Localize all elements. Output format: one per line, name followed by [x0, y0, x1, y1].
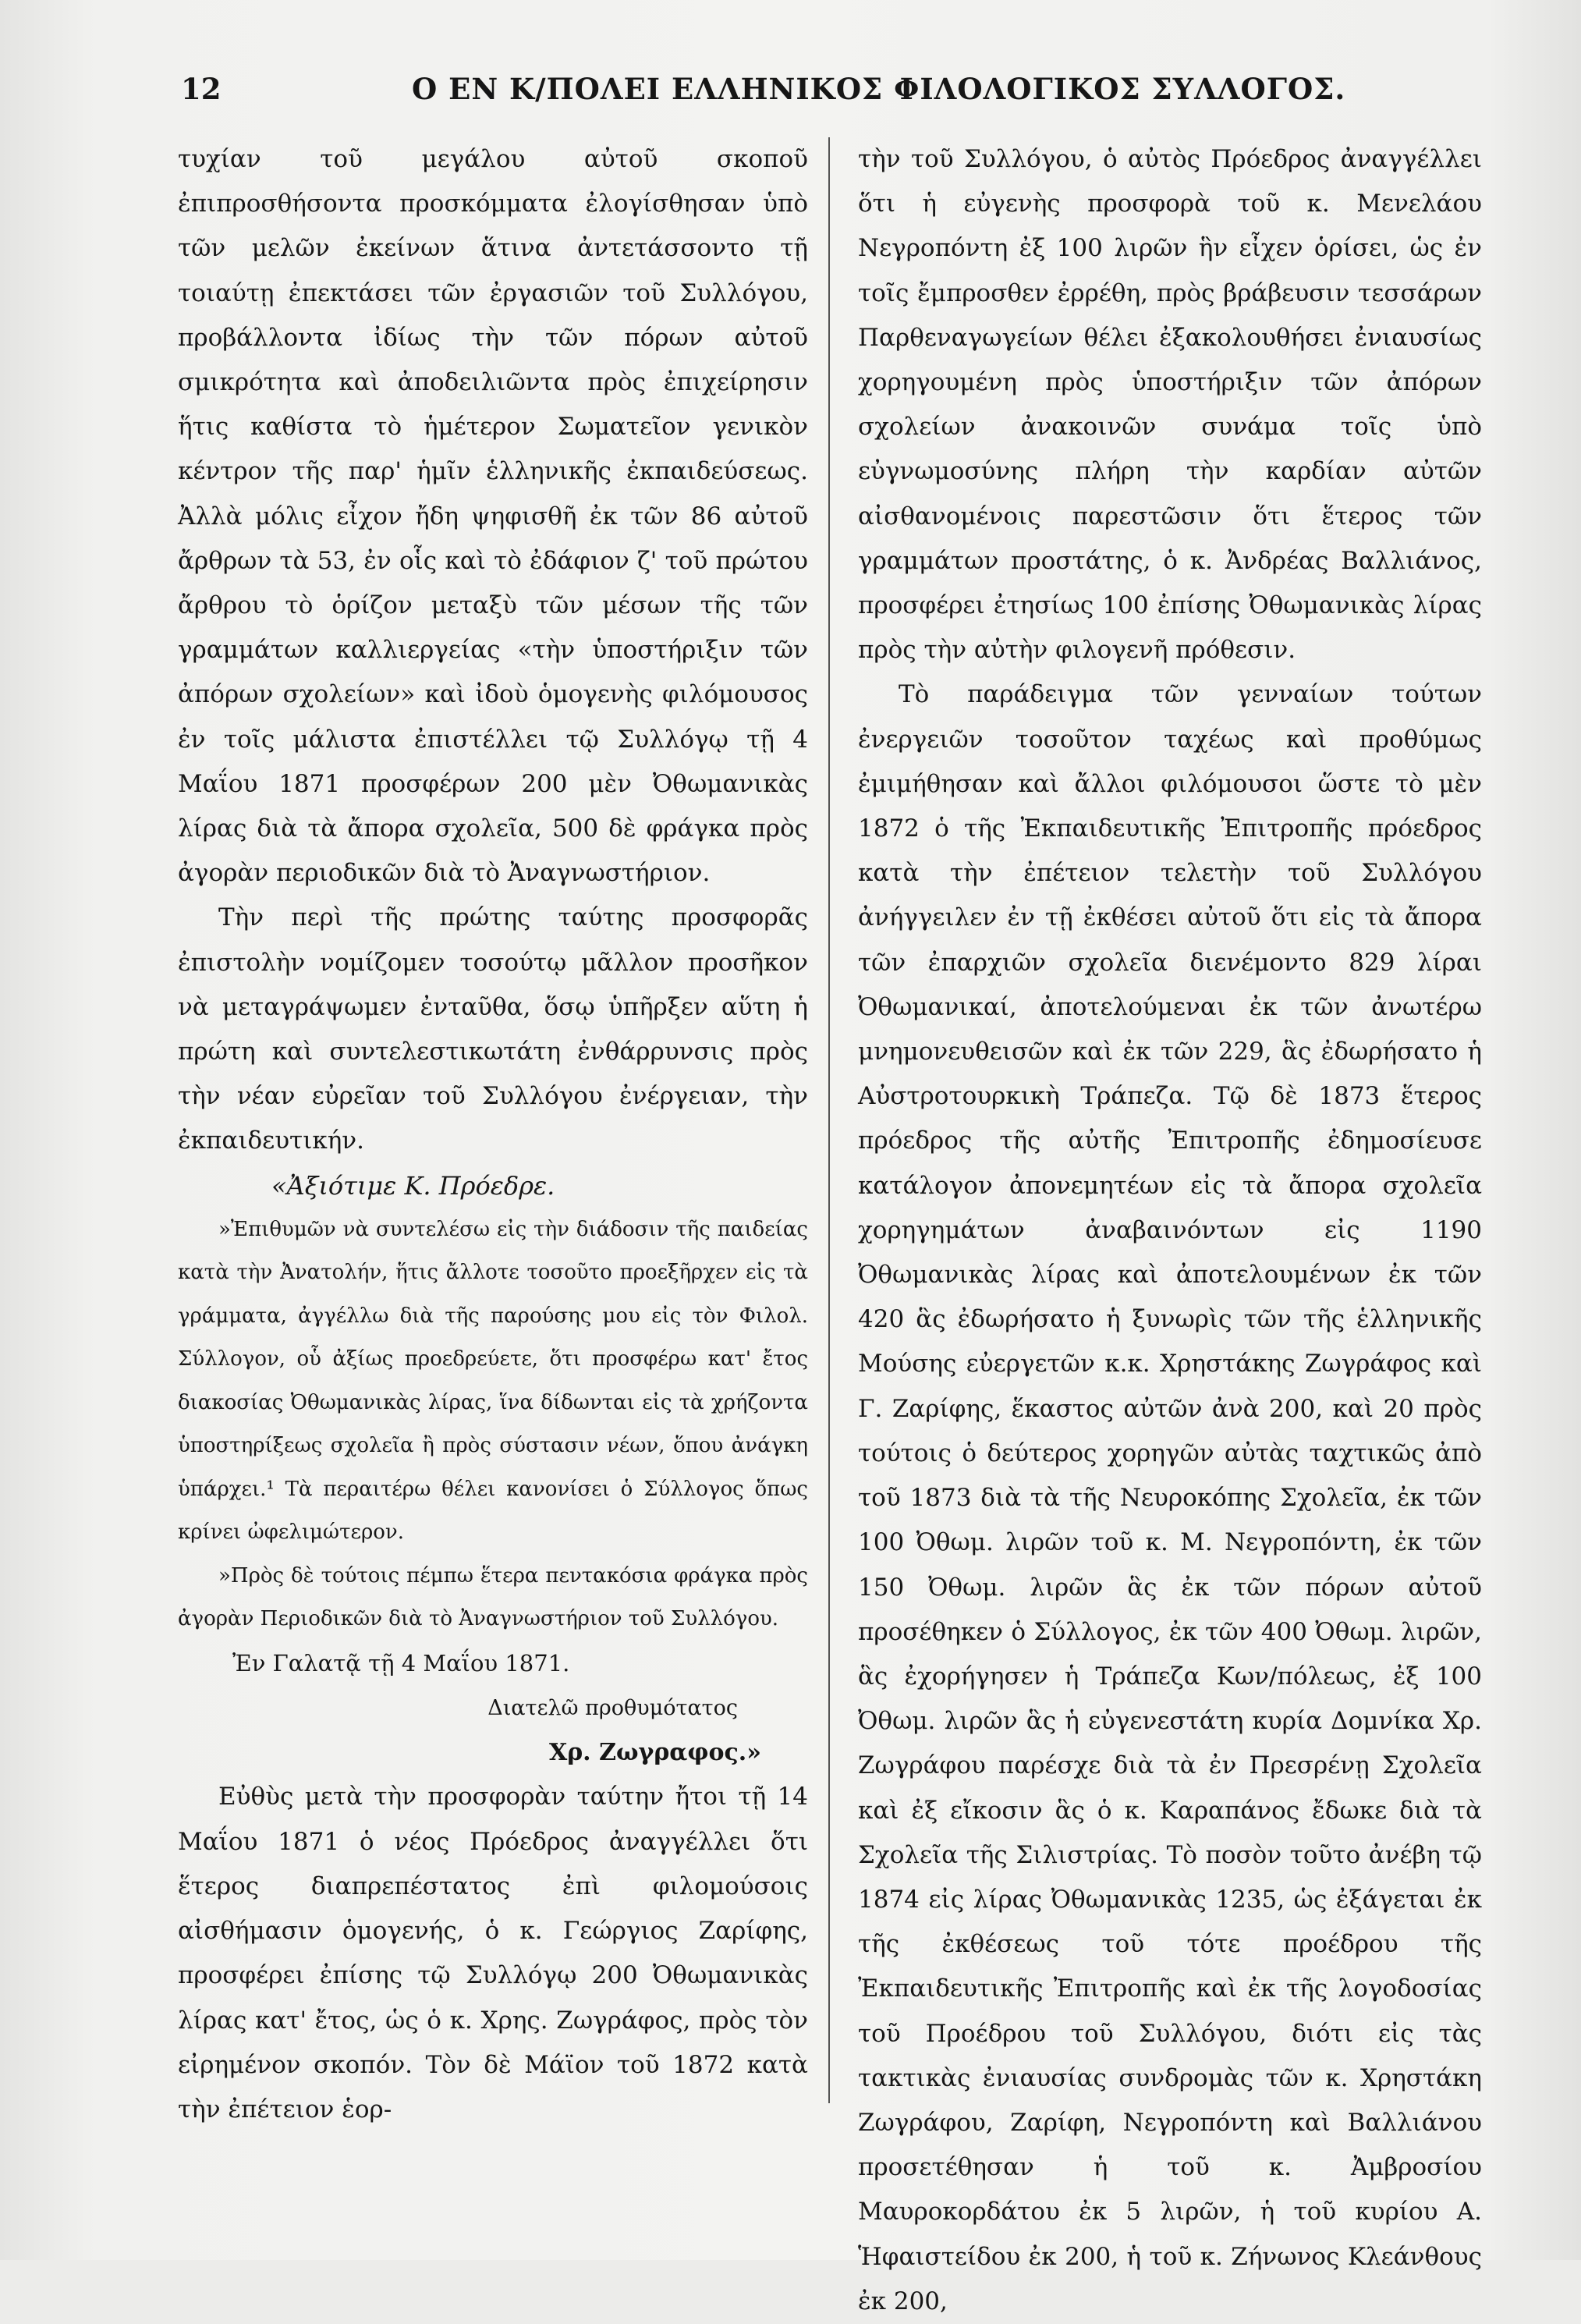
letter-closing: Διατελῶ προθυμότατος: [487, 1696, 738, 1721]
letter-place-date: Ἐν Γαλατᾷ τῇ 4 Μαΐου 1871.: [232, 1649, 570, 1676]
paragraph-right-2: Τὸ παράδειγμα τῶν γενναίων τούτων ἐνεργειῶν τοσοῦτον ταχέως καὶ προθύμως ἐμιμήθησαν καὶ ἄλλοι φιλόμουσοι ὥστε τὸ μὲν 1872 ὁ τῆς Ἐκπαιδευτικῆς Ἐπιτροπῆς πρόεδρος κατὰ τὴν ἐπέτειον τελετὴν τοῦ Συλλόγου ἀνήγγειλεν ἐν τῇ ἐκθέσει αὐτοῦ ὅτι εἰς τὰ ἄπορα τῶν ἐπαρχιῶν σχολεῖα διενέμοντο 829 λίραι Ὀθωμανικαί, ἀποτελούμεναι ἐκ τῶν ἀνωτέρω μνημονευθεισῶν καὶ ἐκ τῶν 229, ἃς ἐδωρήσατο ἡ Αὐστροτουρκικὴ Τράπεζα. Τῷ δὲ 1873 ἕτερος πρόεδρος τῆς αὐτῆς Ἐπιτροπῆς ἐδημοσίευσε κατάλογον ἀπονεμητέων εἰς τὰ ἄπορα σχολεῖα χορηγημάτων ἀναβαινόντων εἰς 1190 Ὀθωμανικὰς λίρας καὶ ἀποτελουμένων ἐκ τῶν 420 ἃς ἐδωρήσατο ἡ ξυνωρὶς τῶν τῆς ἑλληνικῆς Μούσης εὐεργετῶν κ.κ. Χρηστάκης Ζωγράφος καὶ Γ. Ζαρίφης, ἕκαστος αὐτῶν ἀνὰ 200, καὶ 20 πρὸς τούτοις ὁ δεύτερος χορηγῶν αὐτὰς ταχτικῶς ἀπὸ τοῦ 1873 διὰ τὰ τῆς Νευροκόπης Σχολεῖα, ἐκ τῶν 100 Ὀθωμ. λιρῶν τοῦ κ. Μ. Νεγροπόντη, ἐκ τῶν 150 Ὀθωμ. λιρῶν ἃς ἐκ τῶν πόρων αὐτοῦ προσέθηκεν ὁ Σύλλογος, ἐκ τῶν 400 Ὀθωμ. λιρῶν, ἃς ἐχορήγησεν ἡ Τράπεζα Κων/πόλεως, ἐξ 100 Ὀθωμ. λιρῶν ἃς ἡ εὐγενεστάτη κυρία Δομνίκα Χρ. Ζωγράφου παρέσχε διὰ τὰ ἐν Πρεσρένῃ Σχολεῖα καὶ ἐξ εἴκοσιν ἃς ὁ κ. Καραπάνος ἔδωκε διὰ τὰ Σχολεῖα τῆς Σιλιστρίας. Τὸ ποσὸν τοῦτο ἀνέβη τῷ 1874 εἰς λίρας Ὀθωμανικὰς 1235, ὡς ἐξάγεται ἐκ τῆς ἐκθέσεως τοῦ τότε προέδρου τῆς Ἐκπαιδευτικῆς Ἐπιτροπῆς καὶ ἐκ τῆς λογοδοσίας τοῦ Προέδρου τοῦ Συλλόγου, διότι εἰς τὰς τακτικὰς ἐνιαυσίας συνδρομὰς τῶν κ. Χρηστάκη Ζωγράφου, Ζαρίφη, Νεγροπόντη καὶ Βαλλιάνου προσετέθησαν ἡ τοῦ κ. Ἀμβροσίου Μαυροκορδάτου ἐκ 5 λιρῶν, ἡ τοῦ κυρίου Α. Ἡφαιστείδου ἐκ 200, ἡ τοῦ κ. Ζήνωνος Κλεάνθους ἐκ 200,: [858, 680, 1482, 2315]
paragraph-left-2: Τὴν περὶ τῆς πρώτης ταύτης προσφορᾶς ἐπιστολὴν νομίζομεν τοσούτῳ μᾶλλον προσῆκον νὰ μεταγράψωμεν ἐνταῦθα, ὅσῳ ὑπῆρξεν αὕτη ἡ πρώτη καὶ συντελεστικωτάτη ἐνθάρρυνσις πρὸς τὴν νέαν εὐρεῖαν τοῦ Συλλόγου ἐνέργειαν, τὴν ἐκπαιδευτικήν.: [178, 903, 808, 1155]
page-number: 12: [181, 72, 222, 106]
letter-salutation: «Ἀξιότιμε Κ. Πρόεδρε.: [271, 1170, 555, 1201]
paragraph-left-3: Εὐθὺς μετὰ τὴν προσφορὰν ταύτην ἤτοι τῇ 14 Μαΐου 1871 ὁ νέος Πρόεδρος ἀναγγέλλει ὅτι ἕτερος διαπρεπέστατος ἐπὶ φιλομούσοις αἰσθήμασιν ὁμογενής, ὁ κ. Γεώργιος Ζαρίφης, προσφέρει ἐπίσης τῷ Συλλόγῳ 200 Ὀθωμανικὰς λίρας κατ' ἔτος, ὡς ὁ κ. Χρης. Ζωγράφος, πρὸς τὸν εἰρημένον σκοπόν. Τὸν δὲ Μάϊον τοῦ 1872 κατὰ τὴν ἐπέτειον ἑορ-: [178, 1783, 808, 2124]
letter-paragraph-2: »Πρὸς δὲ τούτοις πέμπω ἕτερα πεντακόσια φράγκα πρὸς ἀγορὰν Περιοδικῶν διὰ τὸ Ἀναγνωστήριον τοῦ Συλλόγου.: [178, 1563, 808, 1631]
letter-signature: Χρ. Ζωγραφος.»: [548, 1739, 761, 1767]
paragraph-left-1: τυχίαν τοῦ μεγάλου αὐτοῦ σκοποῦ ἐπιπροσθήσοντα προσκόμματα ἐλογίσθησαν ὑπὸ τῶν μελῶν ἐκείνων ἅτινα ἀντετάσσοντο τῇ τοιαύτῃ ἐπεκτάσει τῶν ἐργασιῶν τοῦ Συλλόγου, προβάλλοντα ἰδίως τὴν τῶν πόρων αὐτοῦ σμικρότητα καὶ ἀποδειλιῶντα πρὸς ἐπιχείρησιν ἥτις καθίστα τὸ ἡμέτερον Σωματεῖον γενικὸν κέντρον τῆς παρ' ἡμῖν ἑλληνικῆς ἐκπαιδεύσεως. Ἀλλὰ μόλις εἶχον ἤδη ψηφισθῆ ἐκ τῶν 86 αὐτοῦ ἄρθρων τὰ 53, ἐν οἷς καὶ τὸ ἐδάφιον ζ' τοῦ πρώτου ἄρθρου τὸ ὁρίζον μεταξὺ τῶν μέσων τῆς τῶν γραμμάτων καλλιεργείας «τὴν ὑποστήριξιν τῶν ἀπόρων σχολείων» καὶ ἰδοὺ ὁμογενὴς φιλόμουσος ἐν τοῖς μάλιστα ἐπιστέλλει τῷ Συλλόγῳ τῇ 4 Μαΐου 1871 προσφέρων 200 μὲν Ὀθωμανικὰς λίρας διὰ τὰ ἄπορα σχολεῖα, 500 δὲ φράγκα πρὸς ἀγορὰν περιοδικῶν διὰ τὸ Ἀναγνωστήριον.: [178, 145, 808, 888]
running-head: Ο ΕΝ Κ/ΠΟΛΕΙ ΕΛΛΗΝΙΚΟΣ ΦΙΛΟΛΟΓΙΚΟΣ ΣΥΛΛΟΓΟΣ.: [412, 72, 1346, 106]
page-header: [181, 72, 1346, 115]
column-divider: [828, 137, 830, 2103]
paragraph-right-1: τὴν τοῦ Συλλόγου, ὁ αὐτὸς Πρόεδρος ἀναγγέλλει ὅτι ἡ εὐγενὴς προσφορὰ τοῦ κ. Μενελάου Νεγροπόντη ἐξ 100 λιρῶν ἣν εἶχεν ὁρίσει, ὡς ἐν τοῖς ἔμπροσθεν ἐρρέθη, πρὸς βράβευσιν τεσσάρων Παρθεναγωγείων θέλει ἐξακολουθήσει ἐνιαυσίως χορηγουμένη πρὸς ὑποστήριξιν τῶν ἀπόρων σχολείων ἀνακοινῶν συνάμα τοῖς ὑπὸ εὐγνωμοσύνης πλήρη τὴν καρδίαν αὐτῶν αἰσθανομένοις παρεστῶσιν ὅτι ἕτερος τῶν γραμμάτων προστάτης, ὁ κ. Ἀνδρέας Βαλλιάνος, προσφέρει ἐτησίως 100 ἐπίσης Ὀθωμανικὰς λίρας πρὸς τὴν αὐτὴν φιλογενῆ πρόθεσιν.: [858, 145, 1482, 665]
right-column: [858, 137, 1482, 2324]
left-column: [178, 137, 808, 2132]
letter-paragraph-1: »Ἐπιθυμῶν νὰ συντελέσω εἰς τὴν διάδοσιν τῆς παιδείας κατὰ τὴν Ἀνατολήν, ἥτις ἄλλοτε τοσοῦτο προεξῆρχεν εἰς τὰ γράμματα, ἀγγέλλω διὰ τῆς παρούσης μου εἰς τὸν Φιλολ. Σύλλογον, οὗ ἀξίως προεδρεύετε, ὅτι προσφέρω κατ' ἔτος διακοσίας Ὀθωμανικὰς λίρας, ἵνα δίδωνται εἰς τὰ χρήζοντα ὑποστηρίξεως σχολεῖα ἢ πρὸς σύστασιν νέων, ὅπου ἀνάγκη ὑπάρχει.¹ Τὰ περαιτέρω θέλει κανονίσει ὁ Σύλλογος ὅπως κρίνει ὠφελιμώτερον.: [178, 1217, 808, 1545]
